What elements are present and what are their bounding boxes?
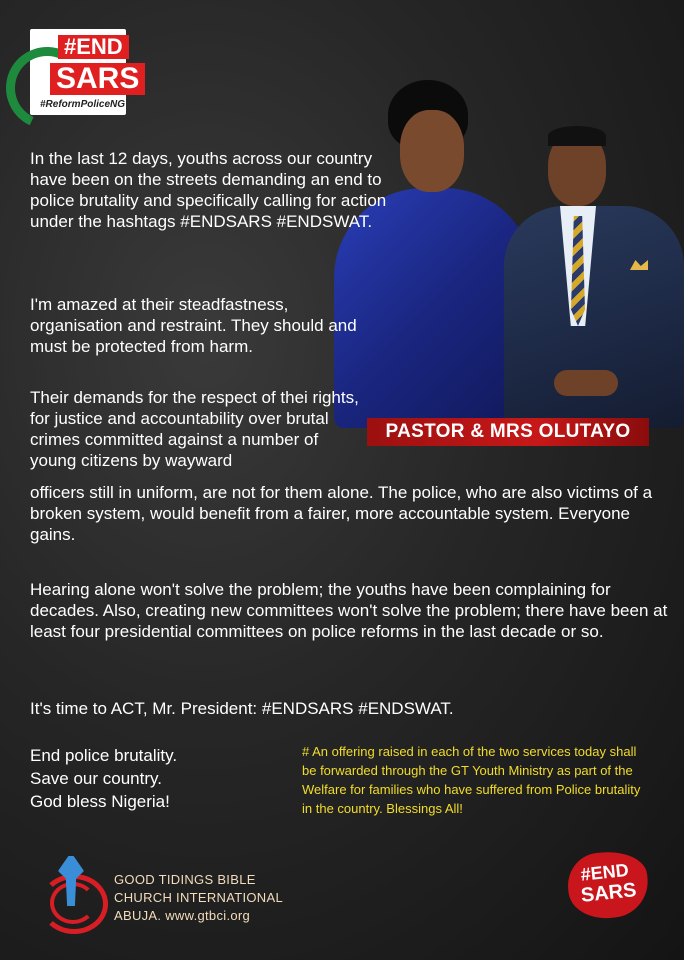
stamp-end-text: #END (579, 859, 630, 885)
couple-photo (328, 70, 684, 430)
church-name (114, 871, 283, 925)
closing-line-3: God bless Nigeria! (30, 792, 170, 811)
paragraph-hearing: Hearing alone won't solve the problem; the youths have been complaining for decades. Also, creating new committees won't solve the problem; there have been at least four presidential committees on police reforms in the last decade or so. (30, 580, 668, 641)
church-name-line-2: CHURCH INTERNATIONAL (114, 890, 283, 905)
church-website-line: ABUJA. www.gtbci.org (114, 908, 251, 923)
logo-end-text: #END (58, 35, 129, 59)
offering-note: # An offering raised in each of the two services today shall be forwarded through the GT Youth Ministry as part of the Welfare for families who have suffered from Police brutality in the country. Blessings All! (302, 744, 641, 816)
church-logo-icon (36, 852, 102, 932)
paragraph-act: It's time to ACT, Mr. President: #ENDSARS #ENDSWAT. (30, 699, 454, 718)
logo-hashtag: #ReformPoliceNG (40, 99, 126, 110)
paragraph-intro: In the last 12 days, youths across our country have been on the streets demanding an end to police brutality and specifically calling for action under the hashtags #ENDSARS #ENDSWAT. (30, 149, 387, 231)
logo-sars-text: SARS (50, 63, 145, 95)
paragraph-demands-end: officers still in uniform, are not for them alone. The police, who are also victims of a broken system, would benefit from a fairer, more accountable system. Everyone gains. (30, 483, 653, 544)
closing-line-1: End police brutality. (30, 746, 178, 765)
endsars-logo (30, 29, 140, 115)
church-name-line-1: GOOD TIDINGS BIBLE (114, 872, 256, 887)
photo-caption: PASTOR & MRS OLUTAYO (367, 418, 649, 446)
closing-line-2: Save our country. (30, 769, 162, 788)
stamp-sars-text: SARS (579, 879, 638, 907)
woman-face (400, 110, 464, 192)
paragraph-amazed: I'm amazed at their steadfastness, organisation and restraint. They should and must be protected from harm. (30, 295, 357, 356)
endsars-stamp (565, 848, 651, 922)
man-hair (548, 126, 606, 146)
paragraph-demands-start: Their demands for the respect of thei rights, for justice and accountability over brutal crimes committed against a number of young citizens by wayward (30, 388, 359, 470)
closing-lines (30, 744, 177, 813)
man-hands (554, 370, 618, 396)
